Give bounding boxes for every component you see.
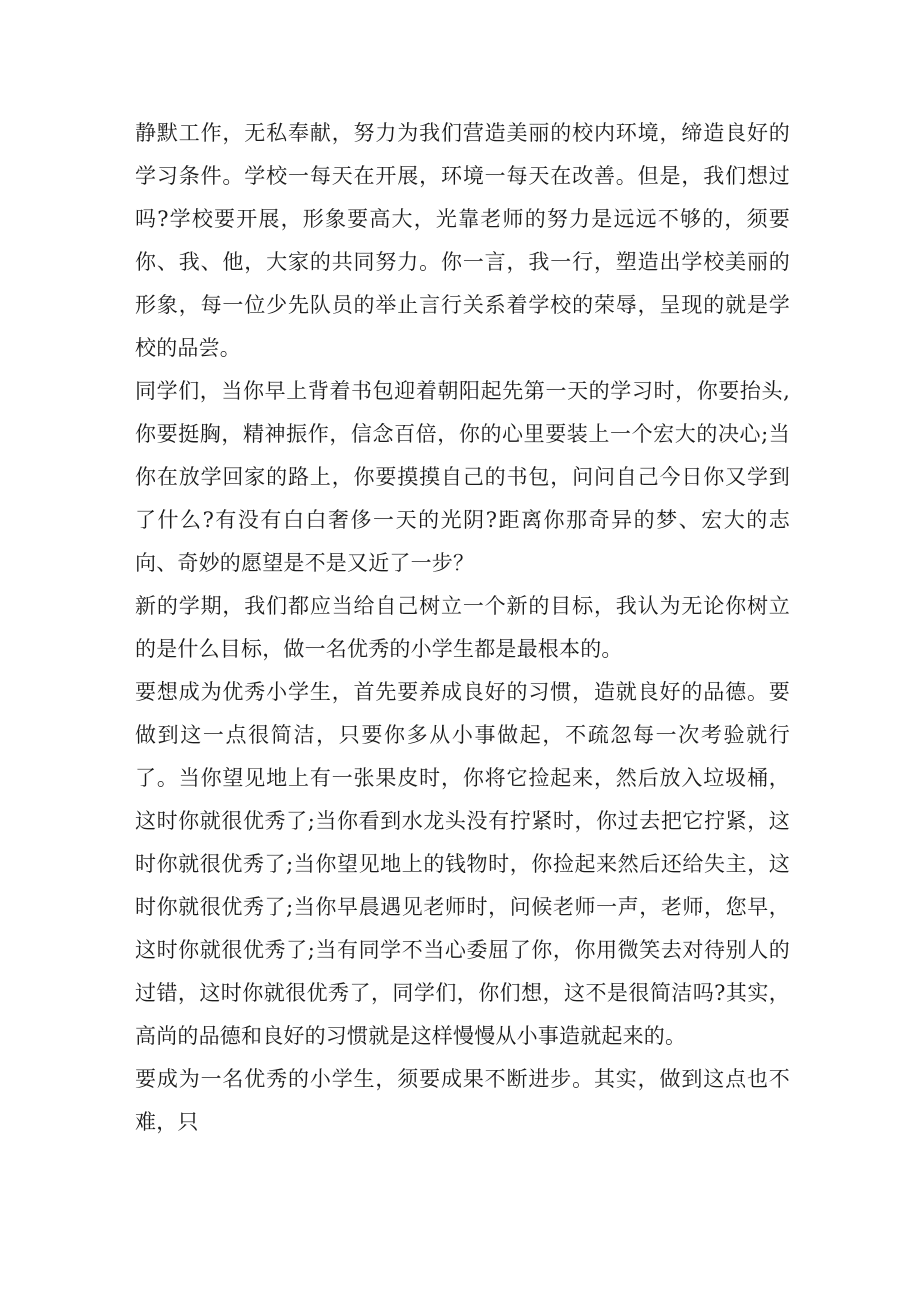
document-body bbox=[135, 112, 790, 1144]
paragraph-2: 同学们，当你早上背着书包迎着朝阳起先第一天的学习时，你要抬头,你要挺胸，精神振作，信念百倍，你的心里要装上一个宏大的决心;当你在放学回家的路上，你要摸摸自己的书包，问问自己今日你又学到了什么?有没有白白奢侈一天的光阴?距离你那奇异的梦、宏大的志向、奇妙的愿望是不是又近了一步？ bbox=[135, 379, 790, 575]
paragraph-4: 要想成为优秀小学生，首先要养成良好的习惯，造就良好的品德。要做到这一点很简洁，只要你多从小事做起，不疏忽每一次考验就行了。当你望见地上有一张果皮时，你将它捡起来，然后放入垃圾桶，这时你就很优秀了;当你看到水龙头没有拧紧时，你过去把它拧紧，这时你就很优秀了;当你望见地上的钱物时，你捡起来然后还给失主，这时你就很优秀了;当你早晨遇见老师时，问候老师一声，老师，您早，这时你就很优秀了;当有同学不当心委屈了你，你用微笑去对待别人的过错，这时你就很优秀了，同学们，你们想，这不是很简洁吗?其实，高尚的品德和良好的习惯就是这样慢慢从小事造就起来的。 bbox=[135, 680, 790, 1048]
paragraph-5: 要成为一名优秀的小学生，须要成果不断进步。其实，做到这点也不难，只 bbox=[135, 1067, 790, 1134]
paragraph-1: 静默工作，无私奉献，努力为我们营造美丽的校内环境，缔造良好的学习条件。学校一每天在开展，环境一每天在改善。但是，我们想过吗?学校要开展，形象要高大，光靠老师的努力是远远不够的，须要你、我、他，大家的共同努力。你一言，我一行，塑造出学校美丽的形象，每一位少先队员的举止言行关系着学校的荣辱，呈现的就是学校的品尝。 bbox=[135, 121, 790, 360]
paragraph-3: 新的学期，我们都应当给自己树立一个新的目标，我认为无论你树立的是什么目标，做一名优秀的小学生都是最根本的。 bbox=[135, 594, 790, 661]
